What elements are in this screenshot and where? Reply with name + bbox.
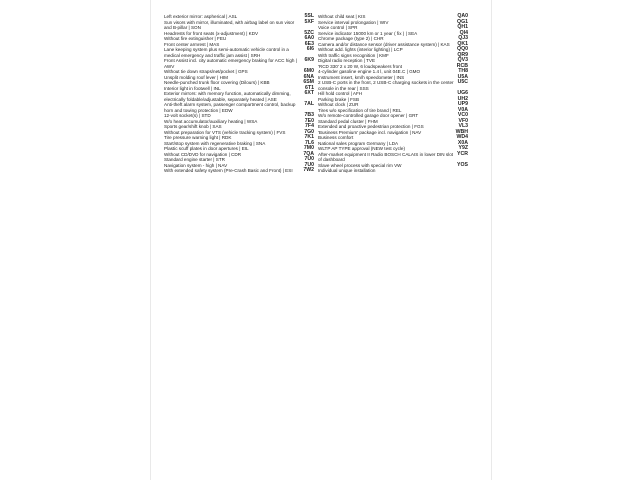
equipment-description: Lane keeping system plus semi-automatic vehicle control in a medical emergency and traffic jam assist | SRH xyxy=(164,47,289,58)
equipment-description: Exterior mirrors: with memory function, automatically dimming, electrically foldable/adjustable, separately heated | ASE xyxy=(164,91,291,102)
equipment-description: Without add. lights (interior lighting) | LCP xyxy=(318,47,403,52)
equipment-item xyxy=(164,168,314,174)
equipment-description: Anti-theft alarm system, passenger compartment control, backup horn and towing protection | EDW xyxy=(164,102,296,113)
equipment-code: QQ0 xyxy=(457,46,468,52)
equipment-code: YCR xyxy=(457,150,468,157)
equipment-description: W/o remote-controlled garage door opener | GRT xyxy=(318,113,419,118)
equipment-description: Extended and proactive pedestrian protection | FGS xyxy=(318,124,424,129)
equipment-description: National sales program Germany | LDA xyxy=(318,140,399,146)
equipment-code: QR9 xyxy=(457,51,468,58)
equipment-description: Interior light in footwell | INL xyxy=(164,85,221,91)
equipment-code: QJ3 xyxy=(458,35,468,41)
equipment-code: QI4 xyxy=(459,29,468,36)
equipment-code: 6M0 xyxy=(303,68,314,74)
equipment-code: 7L6 xyxy=(305,139,314,146)
equipment-code: 6XT xyxy=(304,90,314,96)
equipment-description: Tires w/o specification of tire brand | REL xyxy=(318,107,402,113)
equipment-code: V0A xyxy=(457,106,468,113)
equipment-description: Standard pedal cluster | FHM xyxy=(318,118,378,124)
equipment-code: VL3 xyxy=(458,123,468,129)
equipment-code: 6E3 xyxy=(304,40,314,47)
equipment-description: Camera and/or distance sensor (driver assistance system) | KAS xyxy=(318,41,450,47)
equipment-item xyxy=(164,20,314,31)
equipment-description: Needle-punched trunk floor covering (Dilours) | KBB xyxy=(164,80,270,85)
equipment-description: 12-volt socket(s) | STD xyxy=(164,113,211,118)
equipment-description: Chrome package (type 2) | CHR xyxy=(318,36,384,41)
equipment-code: UG6 xyxy=(457,90,468,96)
equipment-code: 7G0 xyxy=(304,128,314,135)
equipment-description: Digital radio reception | TVE xyxy=(318,58,376,63)
equipment-description: Unsplit molding roof lever | HIM xyxy=(164,74,228,80)
equipment-item xyxy=(318,152,468,163)
equipment-description: Without preparation for VTS (vehicle tracking system) | FVS xyxy=(164,129,286,135)
equipment-code: X0A xyxy=(457,139,468,146)
equipment-code: TH8 xyxy=(458,68,468,74)
equipment-code: 6A0 xyxy=(304,35,314,41)
equipment-code: WD4 xyxy=(456,134,468,140)
equipment-description: Left exterior mirror: aspherical | ASL xyxy=(164,14,238,19)
equipment-item xyxy=(318,168,468,174)
equipment-code: QK1 xyxy=(457,40,468,47)
equipment-description: Plastic scuff plates in door apertures | EIL xyxy=(164,146,249,151)
equipment-description: Without fire extinguisher | FEU xyxy=(164,36,227,41)
equipment-description: Navigation system - high | NAV xyxy=(164,162,228,168)
equipment-code: QG1 xyxy=(457,18,468,25)
equipment-code: 7QA xyxy=(303,150,314,157)
equipment-code: UH2 xyxy=(457,95,468,102)
equipment-code: 6I6 xyxy=(306,46,314,52)
equipment-description: Without tie down straps/net/pocket | GPS xyxy=(164,69,248,74)
equipment-item xyxy=(164,47,314,58)
equipment-code: 6NA xyxy=(303,73,314,80)
equipment-code: UP9 xyxy=(457,101,468,107)
equipment-description: Front Assist incl. city automatic emergency braking for ACC high | AWV xyxy=(164,58,297,69)
equipment-list-right xyxy=(318,14,468,174)
equipment-code: VF0 xyxy=(458,117,468,124)
equipment-code: 5ZC xyxy=(304,29,314,36)
equipment-description: Without child seat | KIS xyxy=(318,14,366,19)
equipment-description: Individual unique installation xyxy=(318,168,376,173)
equipment-description: Tire pressure warning light | RDK xyxy=(164,135,232,140)
equipment-description: Service indicator 15000 km or 1 year ( fix ) | SEA xyxy=(318,30,418,36)
equipment-description: Business comfort xyxy=(318,135,354,140)
equipment-code: 7W2 xyxy=(303,167,314,173)
equipment-description: With traffic signs recognition | KMF xyxy=(318,52,389,58)
equipment-code: 7E0 xyxy=(304,117,314,124)
equipment-code: VC0 xyxy=(457,112,468,118)
equipment-code: QA0 xyxy=(457,13,468,19)
equipment-code: 6T1 xyxy=(305,84,314,91)
equipment-description: 'Business Premium' package incl. navigation | NAV xyxy=(318,129,422,135)
equipment-code: 7AL xyxy=(304,101,314,107)
equipment-code: QH1 xyxy=(457,24,468,30)
equipment-description: Slave wheel process with special rim VW xyxy=(318,162,402,168)
equipment-code: Y9Z xyxy=(458,145,468,151)
equipment-code: 5XF xyxy=(304,18,314,25)
equipment-code: 7F4 xyxy=(305,123,314,129)
equipment-description: Sun visors with mirror, illuminated, with airbag label on sun visor and B-pillar | SON xyxy=(164,19,295,30)
equipment-description: W/o heat accumulator/auxiliary heating | WSA xyxy=(164,118,258,124)
equipment-code: 7K1 xyxy=(304,134,314,140)
equipment-description: 4-cylinder gasoline engine 1.4 l, unit 04E.C | GMO xyxy=(318,69,421,74)
equipment-code: 7B3 xyxy=(304,112,314,118)
equipment-description: 2 USB-C ports in the front, 2 USB-C charging sockets in the center console in the rear | SSS xyxy=(318,80,454,91)
equipment-list-left xyxy=(164,14,314,174)
equipment-code: QV3 xyxy=(457,57,468,63)
equipment-code: WBH xyxy=(455,128,468,135)
equipment-description: Instrument insert, km/h speedometer | INS xyxy=(318,74,405,80)
equipment-code: 6SM xyxy=(303,79,314,85)
equipment-description: After-market equipment II Radio BOSCH CALAIS in lower DIN slot of dashboard xyxy=(318,151,454,162)
equipment-item xyxy=(318,80,468,91)
equipment-item xyxy=(164,91,314,102)
equipment-code: U5C xyxy=(457,79,468,85)
equipment-description: Service interval prolongation | WIV xyxy=(318,19,389,25)
equipment-item xyxy=(164,102,314,113)
equipment-description: Sports gear/shift knob | SAS xyxy=(164,124,222,129)
equipment-description: 'RCD 330' 2 x 20 W, 6 loudspeakers front xyxy=(318,63,402,69)
equipment-code: 7U0 xyxy=(304,161,314,168)
equipment-description: Front center armrest | MAS xyxy=(164,41,220,47)
equipment-description: Voice control | SPR xyxy=(318,25,358,30)
equipment-description: Start/stop system with regenerative braking | SNA xyxy=(164,140,266,146)
equipment-description: Without CD/DVD for navigation | CDR xyxy=(164,151,242,157)
equipment-code: U5A xyxy=(457,73,468,80)
equipment-description: Headrests for front seats (x-adjustment) | KDV xyxy=(164,30,259,36)
equipment-description: With extended safety system (Pre-Crash Basic and Front) | ESI xyxy=(164,168,293,173)
equipment-description: Standard engine starter | STR xyxy=(164,157,225,162)
equipment-code: 5SL xyxy=(304,13,314,19)
equipment-code: 7M0 xyxy=(303,145,314,151)
equipment-code: 6K9 xyxy=(304,57,314,63)
equipment-description: Parking brake | FSB xyxy=(318,96,360,102)
equipment-item xyxy=(164,58,314,69)
equipment-code: RCB xyxy=(456,62,468,69)
equipment-code: 7U0 xyxy=(304,156,314,162)
equipment-description: Without clock | ZUR xyxy=(318,102,359,107)
equipment-description: WLTP AP TYPE approval (NEW test cycle) xyxy=(318,146,405,151)
equipment-code: YOS xyxy=(457,161,468,168)
equipment-description: Hill hold control | AFH xyxy=(318,91,363,96)
